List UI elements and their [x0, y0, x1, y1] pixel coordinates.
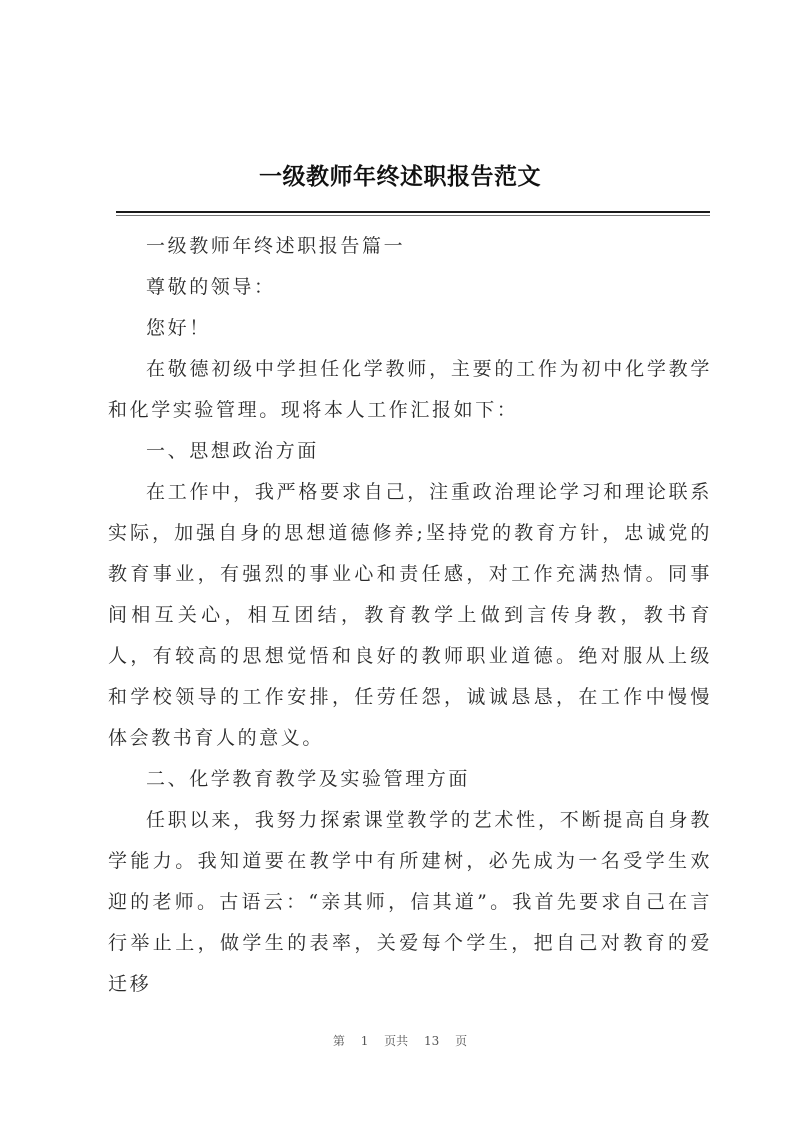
page-label-mid: 页共: [384, 1034, 409, 1048]
section-heading: 一级教师年终述职报告篇一: [146, 235, 406, 257]
subsection-heading: 一、思想政治方面: [146, 440, 319, 462]
title-divider-thin: [116, 215, 710, 216]
greeting: 您好！: [146, 317, 211, 339]
subsection-heading: 二、化学教育教学及实验管理方面: [146, 768, 471, 790]
salutation: 尊敬的领导：: [146, 276, 276, 298]
document-body: [108, 226, 712, 1005]
body-paragraph: 在工作中，我严格要求自己，注重政治理论学习和理论联系实际，加强自身的思想道德修养;坚持党的教育方针，忠诚党的教育事业，有强烈的事业心和责任感，对工作充满热情。同事间相互关心，相互团结，教育教学上做到言传身教，教书育人，有较高的思想觉悟和良好的教师职业道德。绝对服从上级和学校领导的工作安排，任劳任怨，诚诚恳恳，在工作中慢慢体会教书育人的意义。: [108, 481, 712, 749]
total-pages: 13: [424, 1034, 440, 1048]
page-label-prefix: 第: [332, 1034, 345, 1048]
page-number: 1: [360, 1034, 369, 1048]
body-paragraph: 在敬德初级中学担任化学教师，主要的工作为初中化学教学和化学实验管理。现将本人工作汇报如下：: [108, 358, 712, 421]
page-label-suffix: 页: [455, 1034, 468, 1048]
page-footer: [0, 1032, 800, 1050]
document-title: 一级教师年终述职报告范文: [259, 163, 541, 190]
body-paragraph: 任职以来，我努力探索课堂教学的艺术性，不断提高自身教学能力。我知道要在教学中有所建树，必先成为一名受学生欢迎的老师。古语云：“亲其师，信其道”。我首先要求自己在言行举止上，做学生的表率，关爱每个学生，把自己对教育的爱迁移: [108, 809, 712, 995]
title-divider: [116, 211, 710, 213]
